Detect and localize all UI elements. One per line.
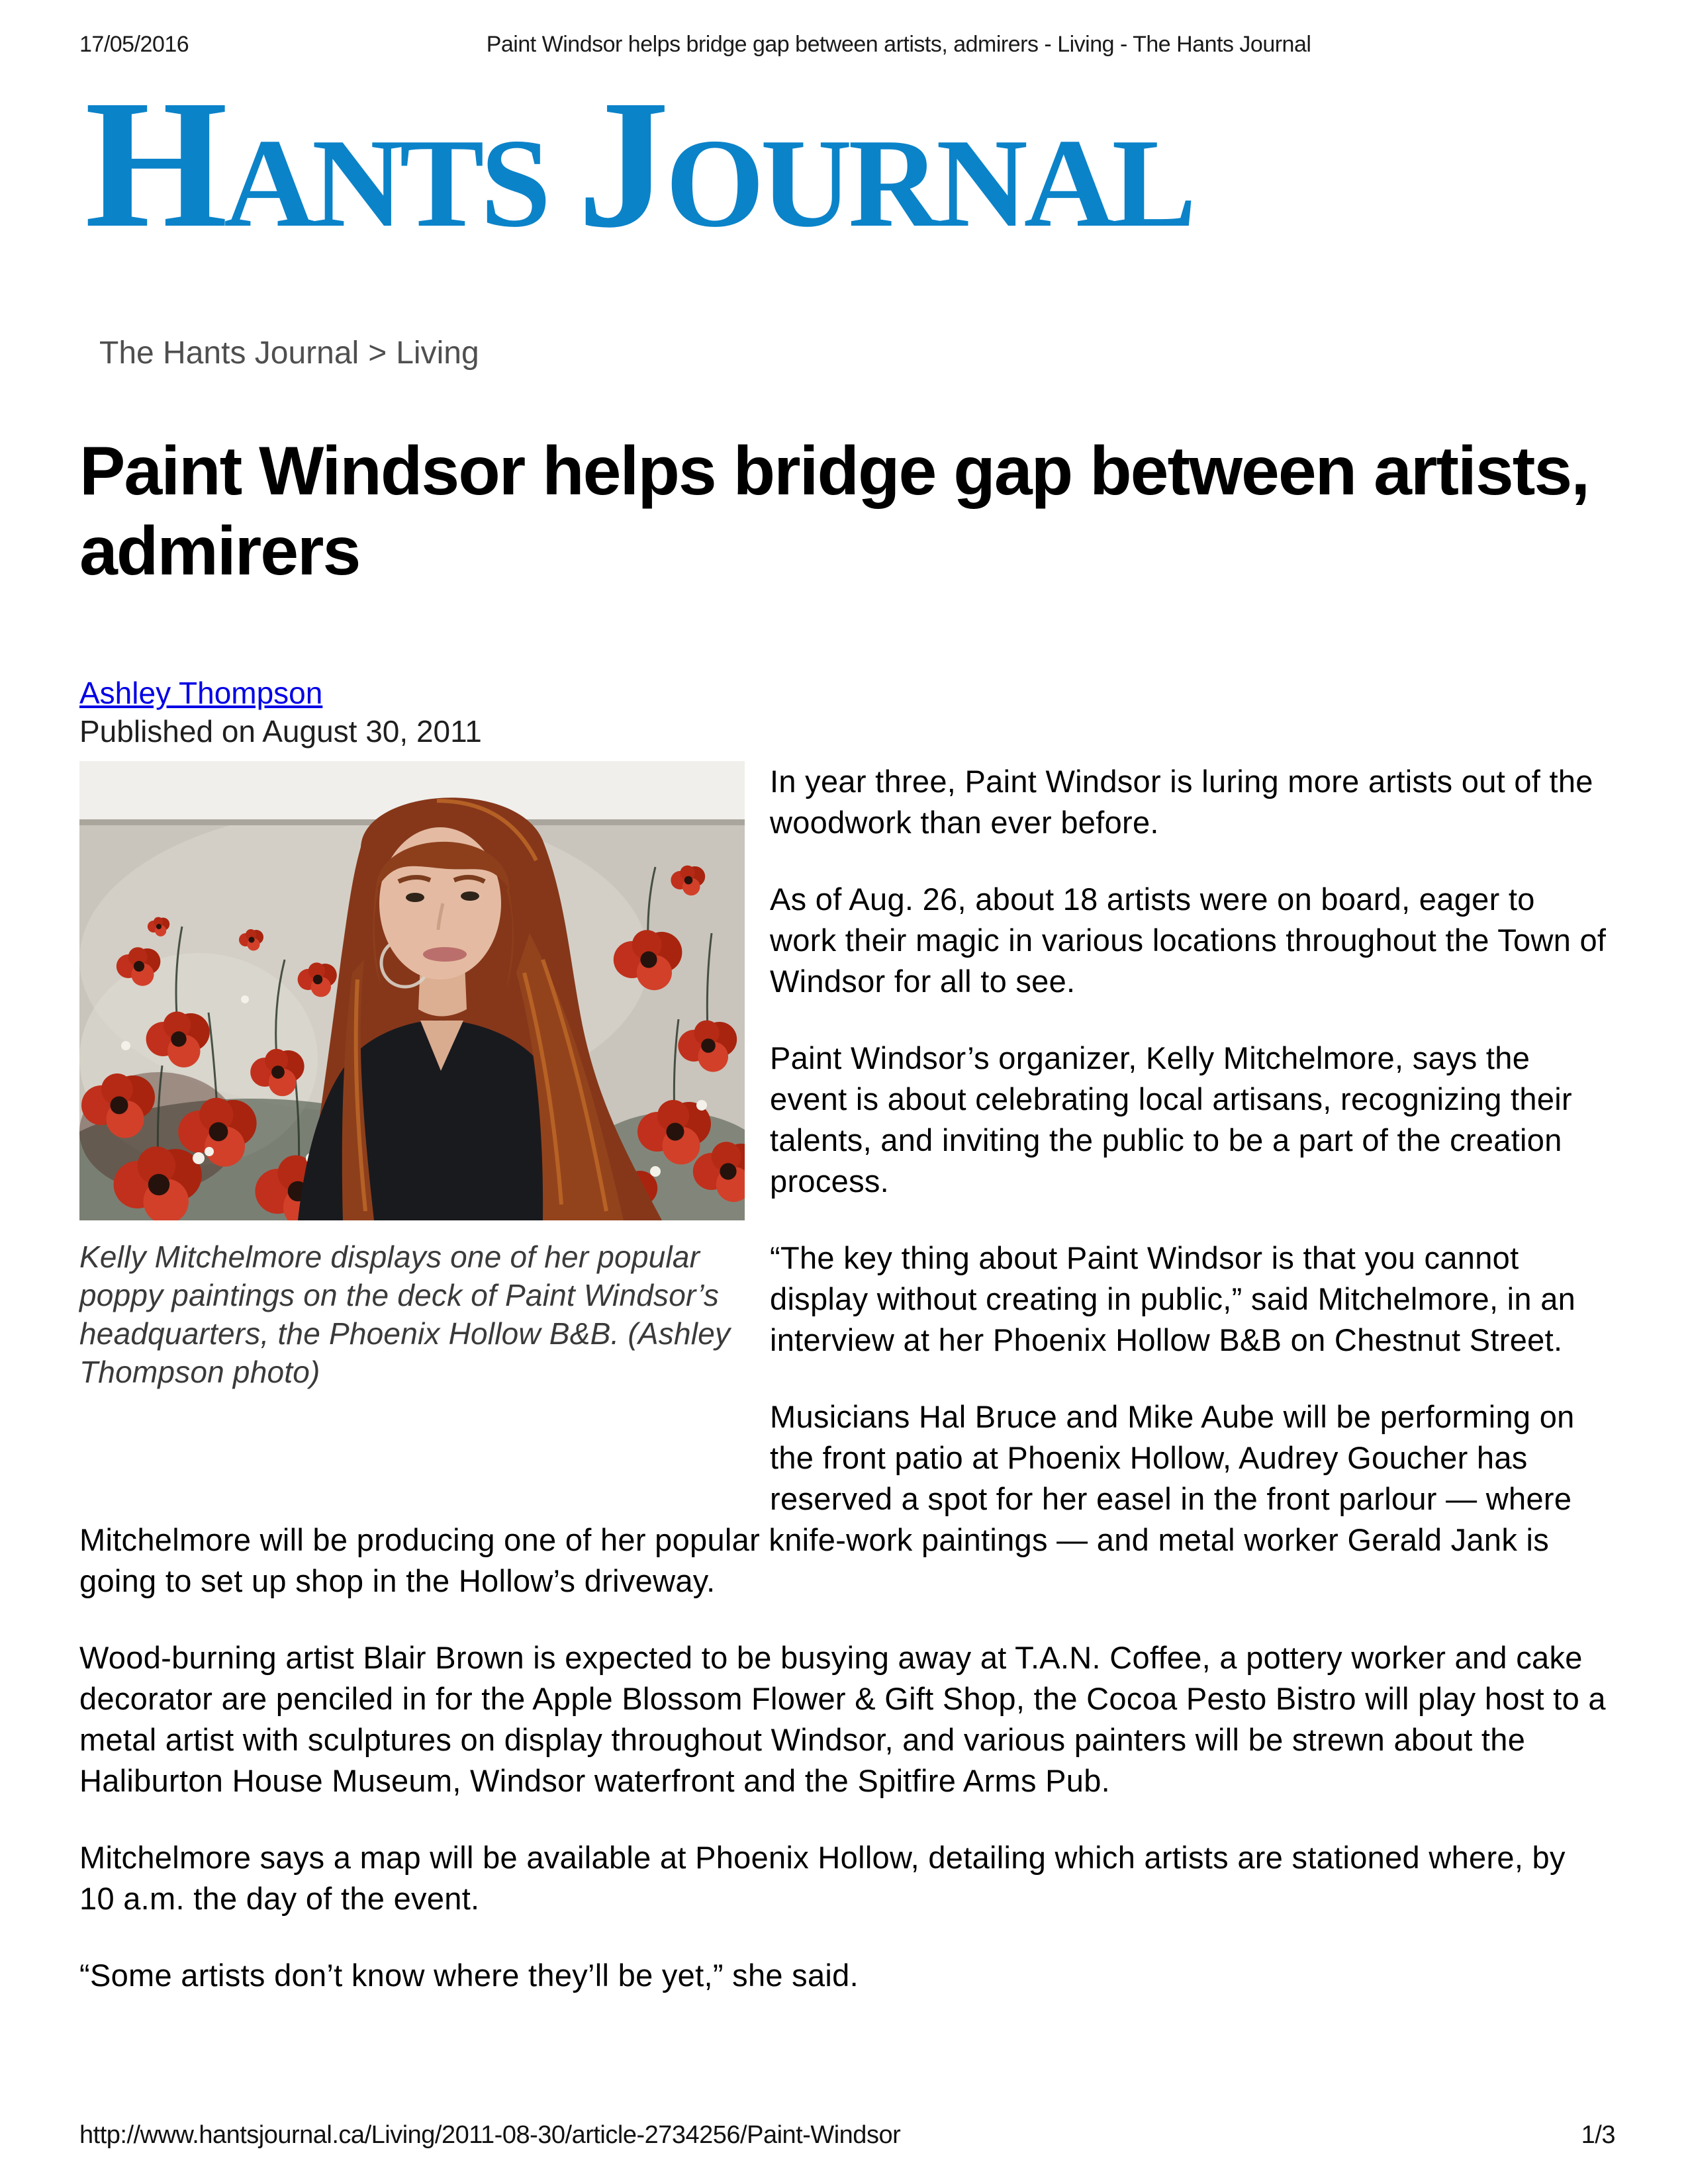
published-date: Published on August 30, 2011 bbox=[79, 714, 482, 749]
print-footer-url: http://www.hantsjournal.ca/Living/2011-08-30/article-2734256/Paint-Windsor bbox=[79, 2121, 901, 2149]
hants-journal-masthead bbox=[85, 62, 1609, 266]
breadcrumb-site: The Hants Journal bbox=[99, 336, 359, 371]
print-date: 17/05/2016 bbox=[79, 32, 189, 57]
paragraph-6: Wood-burning artist Blair Brown is expected to be busying away at T.A.N. Coffee, a pottery worker and cake decorator are penciled in for the Apple Blossom Flower & Gift Shop, the Cocoa Pesto Bistro will play host to a metal artist with sculptures on display throughout Windsor, and various painters will be strewn about the Haliburton House Museum, Windsor waterfront and the Spitfire Arms Pub. bbox=[79, 1640, 1606, 1799]
article-body bbox=[79, 761, 1609, 2032]
paragraph-3: Paint Windsor’s organizer, Kelly Mitchelmore, says the event is about celebrating local artisans, recognizing their talents, and inviting the public to be a part of the creation process. bbox=[770, 1040, 1572, 1199]
paragraph-5: Musicians Hal Bruce and Mike Aube will be performing on the front patio at Phoenix Hollow, Audrey Goucher has reserved a spot for her easel in the front parlour — where Mitchelmore will be producing one of her popular knife-work paintings — and metal worker Gerald Jank is going to set up shop in the Hollow’s driveway. bbox=[79, 1399, 1575, 1599]
photo-figure bbox=[79, 761, 745, 1391]
masthead-word-ants: ANTS bbox=[224, 113, 547, 253]
article-title: Paint Windsor helps bridge gap between artists, admirers bbox=[79, 433, 1589, 590]
paragraph-8: “Some artists don’t know where they’ll be yet,” she said. bbox=[79, 1958, 859, 1993]
breadcrumb-separator: > bbox=[368, 336, 387, 371]
masthead-word-ournal: OURNAL bbox=[665, 113, 1193, 253]
masthead-initial-j: J bbox=[577, 62, 666, 266]
masthead-initial-h: H bbox=[85, 62, 224, 266]
breadcrumb-section: Living bbox=[396, 336, 479, 371]
photo-caption: Kelly Mitchelmore displays one of her popular poppy paintings on the deck of Paint Windsor’s headquarters, the Phoenix Hollow B&B. (Ashley Thompson photo) bbox=[79, 1240, 731, 1390]
paragraph-4: “The key thing about Paint Windsor is that you cannot display without creating in public,” said Mitchelmore, in an interview at her Phoenix Hollow B&B on Chestnut Street. bbox=[770, 1240, 1576, 1358]
author-link[interactable]: Ashley Thompson bbox=[79, 676, 323, 711]
breadcrumb bbox=[79, 334, 1609, 373]
print-footer bbox=[79, 2121, 1615, 2150]
print-footer-page-indicator: 1/3 bbox=[1581, 2121, 1615, 2149]
byline bbox=[79, 674, 1609, 751]
print-document-title: Paint Windsor helps bridge gap between artists, admirers - Living - The Hants Journal bbox=[486, 32, 1311, 57]
paragraph-1: In year three, Paint Windsor is luring more artists out of the woodwork than ever before. bbox=[770, 764, 1593, 841]
paragraph-7: Mitchelmore says a map will be available at Phoenix Hollow, detailing which artists are stationed where, by 10 a.m. the day of the event. bbox=[79, 1840, 1566, 1917]
paragraph-2: As of Aug. 26, about 18 artists were on board, eager to work their magic in various locations throughout the Town of Windsor for all to see. bbox=[770, 882, 1607, 999]
print-header bbox=[79, 32, 1609, 58]
article-photo bbox=[79, 761, 745, 1220]
